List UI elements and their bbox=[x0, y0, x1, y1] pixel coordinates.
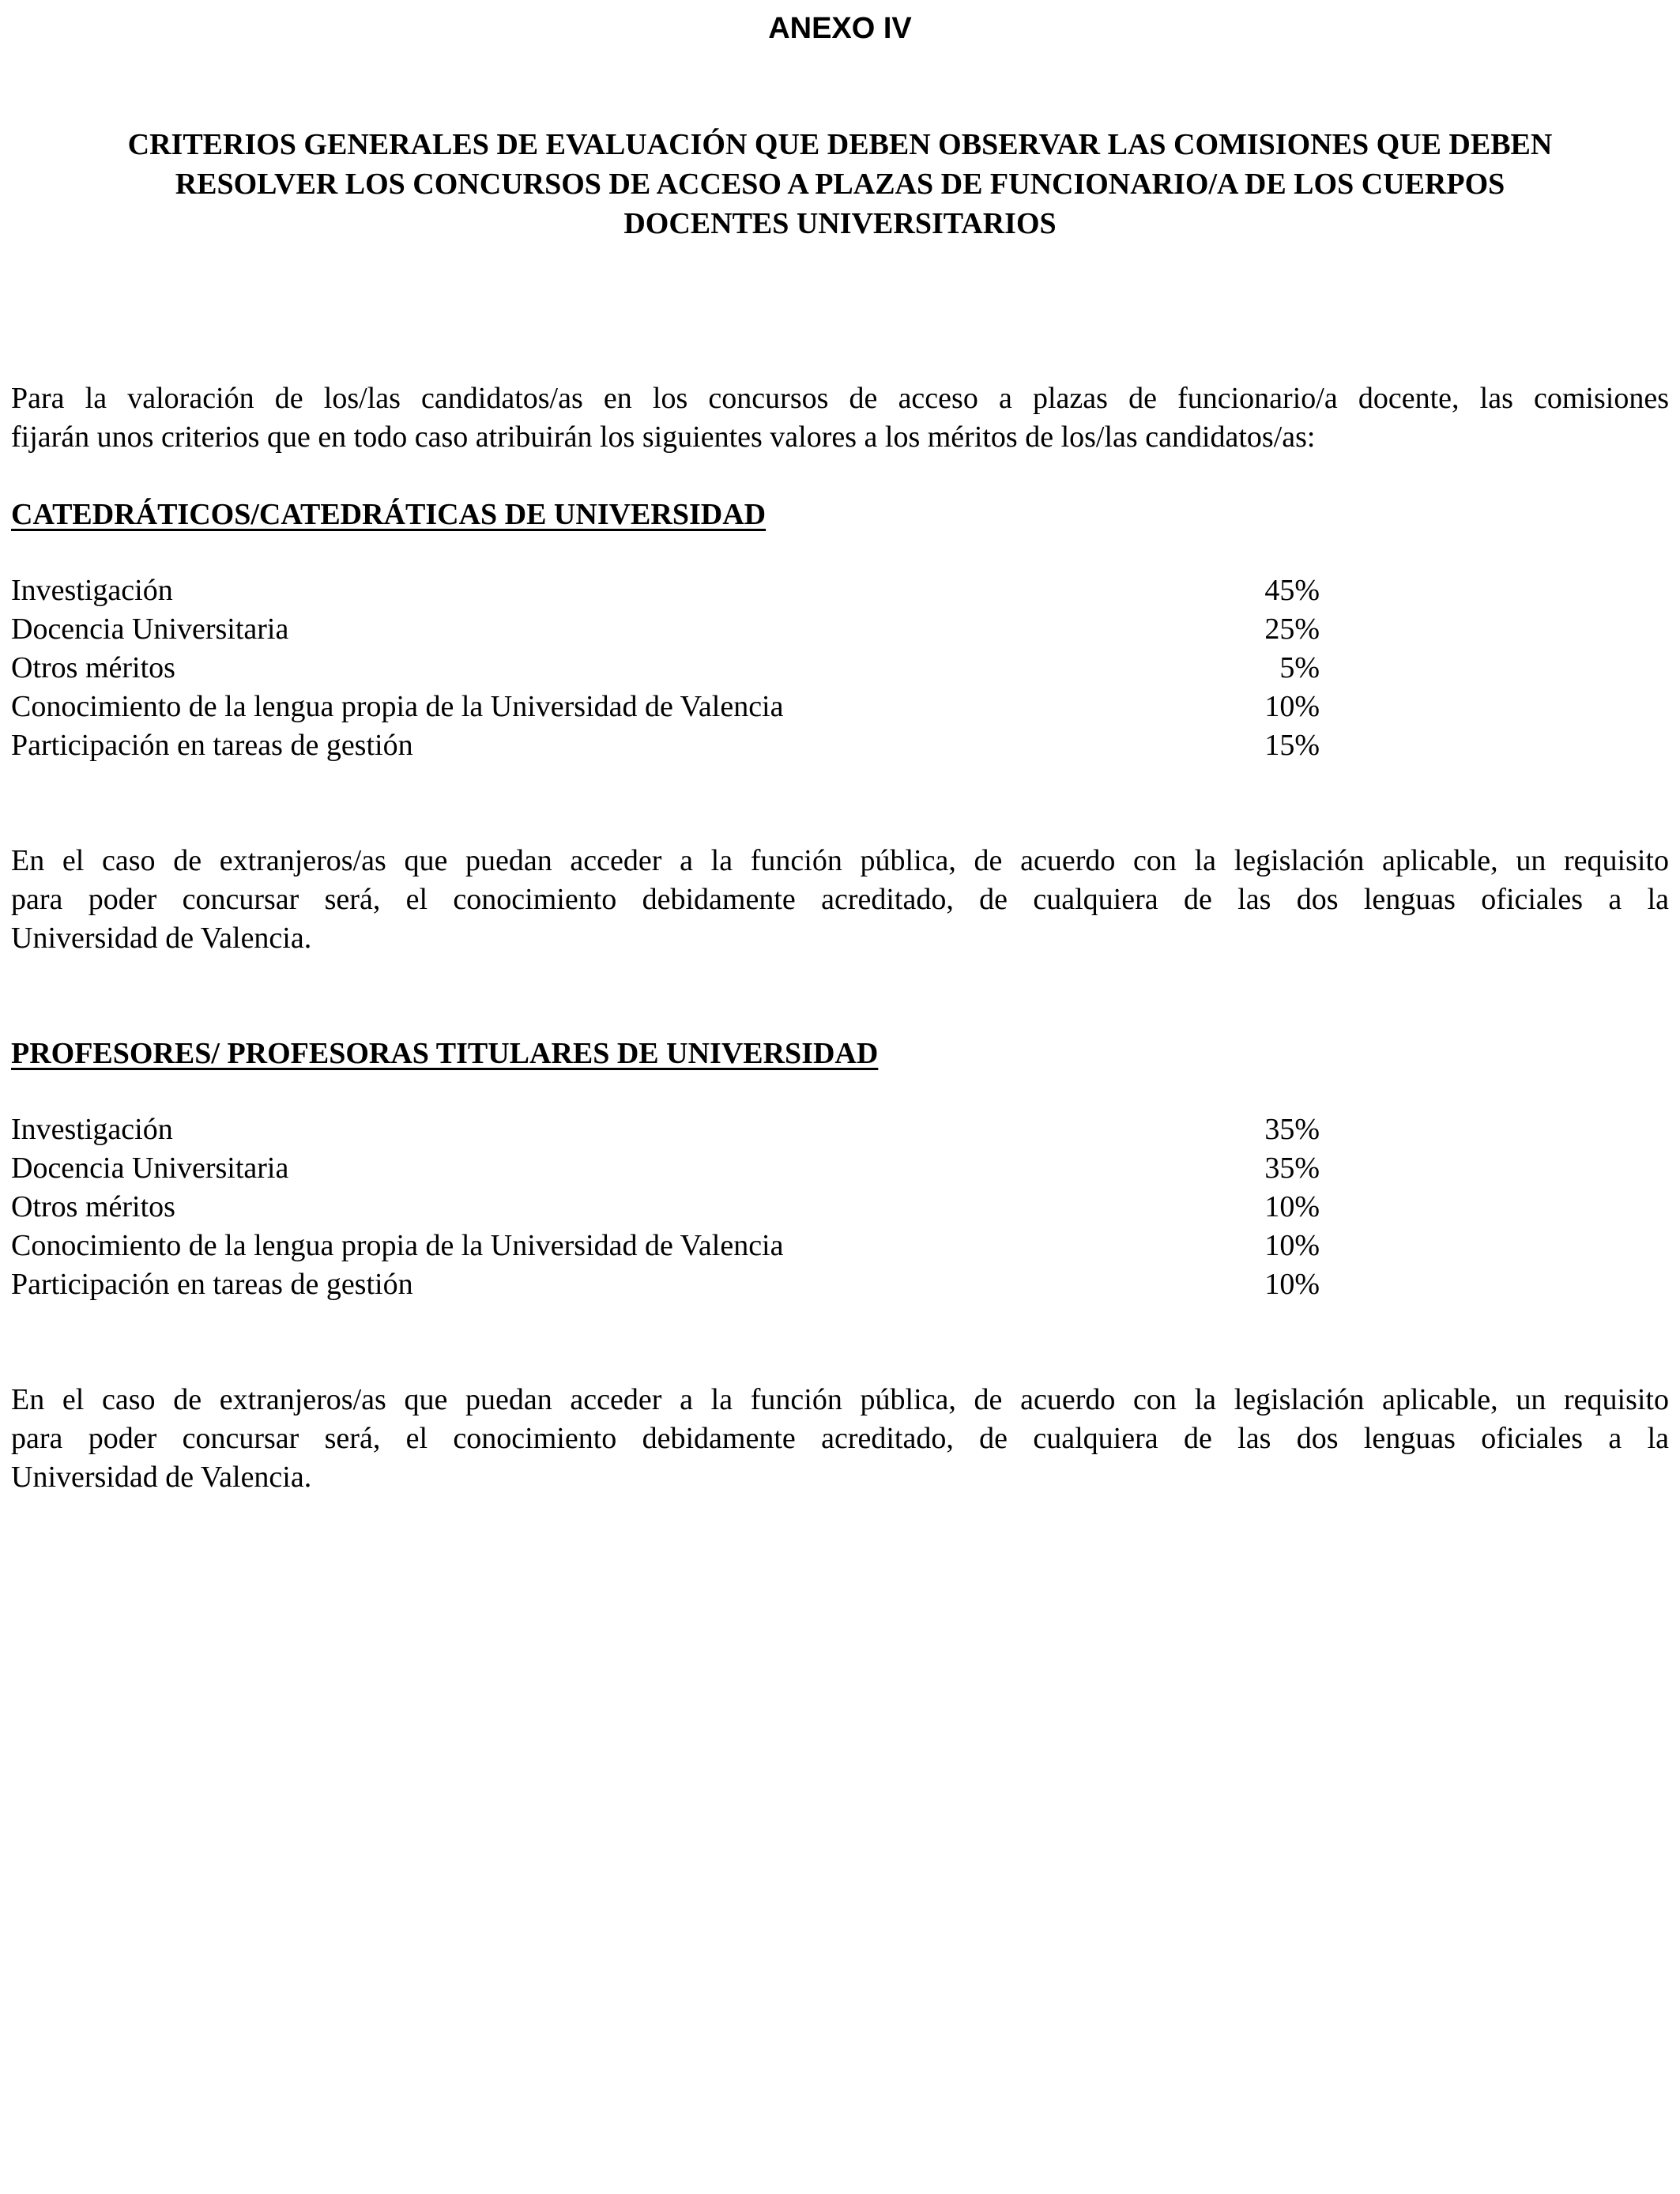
criteria-row bbox=[11, 1149, 1320, 1188]
criteria-label: Otros méritos bbox=[11, 651, 175, 684]
criteria-label: Docencia Universitaria bbox=[11, 1152, 289, 1185]
criteria-value: 10% bbox=[1264, 1268, 1320, 1301]
criteria-label: Otros méritos bbox=[11, 1190, 175, 1223]
criteria-row bbox=[11, 688, 1320, 726]
intro-line: fijarán unos criterios que en todo caso atribuirán los siguientes valores a los méritos de los/las candidatos/as: bbox=[11, 420, 1316, 454]
criteria-row bbox=[11, 610, 1320, 649]
note-line: En el caso de extranjeros/as que puedan acceder a la función pública, de acuerdo con la legislación aplicable, un requisito bbox=[11, 1383, 1669, 1416]
criteria-list-titulares bbox=[11, 1110, 1320, 1304]
note-line: para poder concursar será, el conocimiento debidamente acreditado, de cualquiera de las dos lenguas oficiales a la bbox=[11, 1422, 1669, 1455]
main-title bbox=[32, 125, 1648, 243]
criteria-row bbox=[11, 1265, 1320, 1304]
criteria-value: 35% bbox=[1264, 1152, 1320, 1185]
criteria-label: Conocimiento de la lengua propia de la Universidad de Valencia bbox=[11, 1229, 784, 1262]
intro-line: Para la valoración de los/las candidatos/as en los concursos de acceso a plazas de funcionario/a docente, las comisiones bbox=[11, 382, 1669, 415]
criteria-value: 10% bbox=[1264, 1190, 1320, 1223]
intro-paragraph bbox=[11, 379, 1669, 457]
criteria-label: Participación en tareas de gestión bbox=[11, 1268, 413, 1301]
criteria-row bbox=[11, 1188, 1320, 1227]
annex-title: ANEXO IV bbox=[768, 12, 912, 45]
criteria-value: 25% bbox=[1264, 613, 1320, 646]
note-line: para poder concursar será, el conocimiento debidamente acreditado, de cualquiera de las dos lenguas oficiales a la bbox=[11, 883, 1669, 916]
criteria-row bbox=[11, 726, 1320, 765]
section-heading-catedraticos: CATEDRÁTICOS/CATEDRÁTICAS DE UNIVERSIDAD bbox=[11, 498, 767, 531]
criteria-value: 35% bbox=[1264, 1113, 1320, 1146]
main-title-line: DOCENTES UNIVERSITARIOS bbox=[623, 207, 1057, 240]
criteria-value: 45% bbox=[1264, 574, 1320, 607]
criteria-label: Investigación bbox=[11, 1113, 173, 1146]
note-paragraph-catedraticos bbox=[11, 842, 1669, 958]
criteria-label: Conocimiento de la lengua propia de la Universidad de Valencia bbox=[11, 690, 784, 723]
criteria-value: 10% bbox=[1264, 1229, 1320, 1262]
criteria-value: 5% bbox=[1279, 651, 1320, 684]
main-title-line: CRITERIOS GENERALES DE EVALUACIÓN QUE DEBEN OBSERVAR LAS COMISIONES QUE DEBEN bbox=[127, 128, 1553, 161]
criteria-value: 10% bbox=[1264, 690, 1320, 723]
section-heading-titulares: PROFESORES/ PROFESORAS TITULARES DE UNIVERSIDAD bbox=[11, 1037, 879, 1070]
note-line: Universidad de Valencia. bbox=[11, 1461, 312, 1494]
criteria-list-catedraticos bbox=[11, 571, 1320, 765]
note-paragraph-titulares bbox=[11, 1381, 1669, 1497]
criteria-row bbox=[11, 1110, 1320, 1149]
criteria-value: 15% bbox=[1264, 729, 1320, 762]
criteria-label: Participación en tareas de gestión bbox=[11, 729, 413, 762]
note-line: Universidad de Valencia. bbox=[11, 922, 312, 955]
criteria-row bbox=[11, 649, 1320, 688]
criteria-row bbox=[11, 571, 1320, 610]
main-title-line: RESOLVER LOS CONCURSOS DE ACCESO A PLAZAS DE FUNCIONARIO/A DE LOS CUERPOS bbox=[175, 168, 1505, 201]
criteria-label: Docencia Universitaria bbox=[11, 613, 289, 646]
criteria-row bbox=[11, 1227, 1320, 1265]
criteria-label: Investigación bbox=[11, 574, 173, 607]
note-line: En el caso de extranjeros/as que puedan acceder a la función pública, de acuerdo con la legislación aplicable, un requisito bbox=[11, 844, 1669, 877]
